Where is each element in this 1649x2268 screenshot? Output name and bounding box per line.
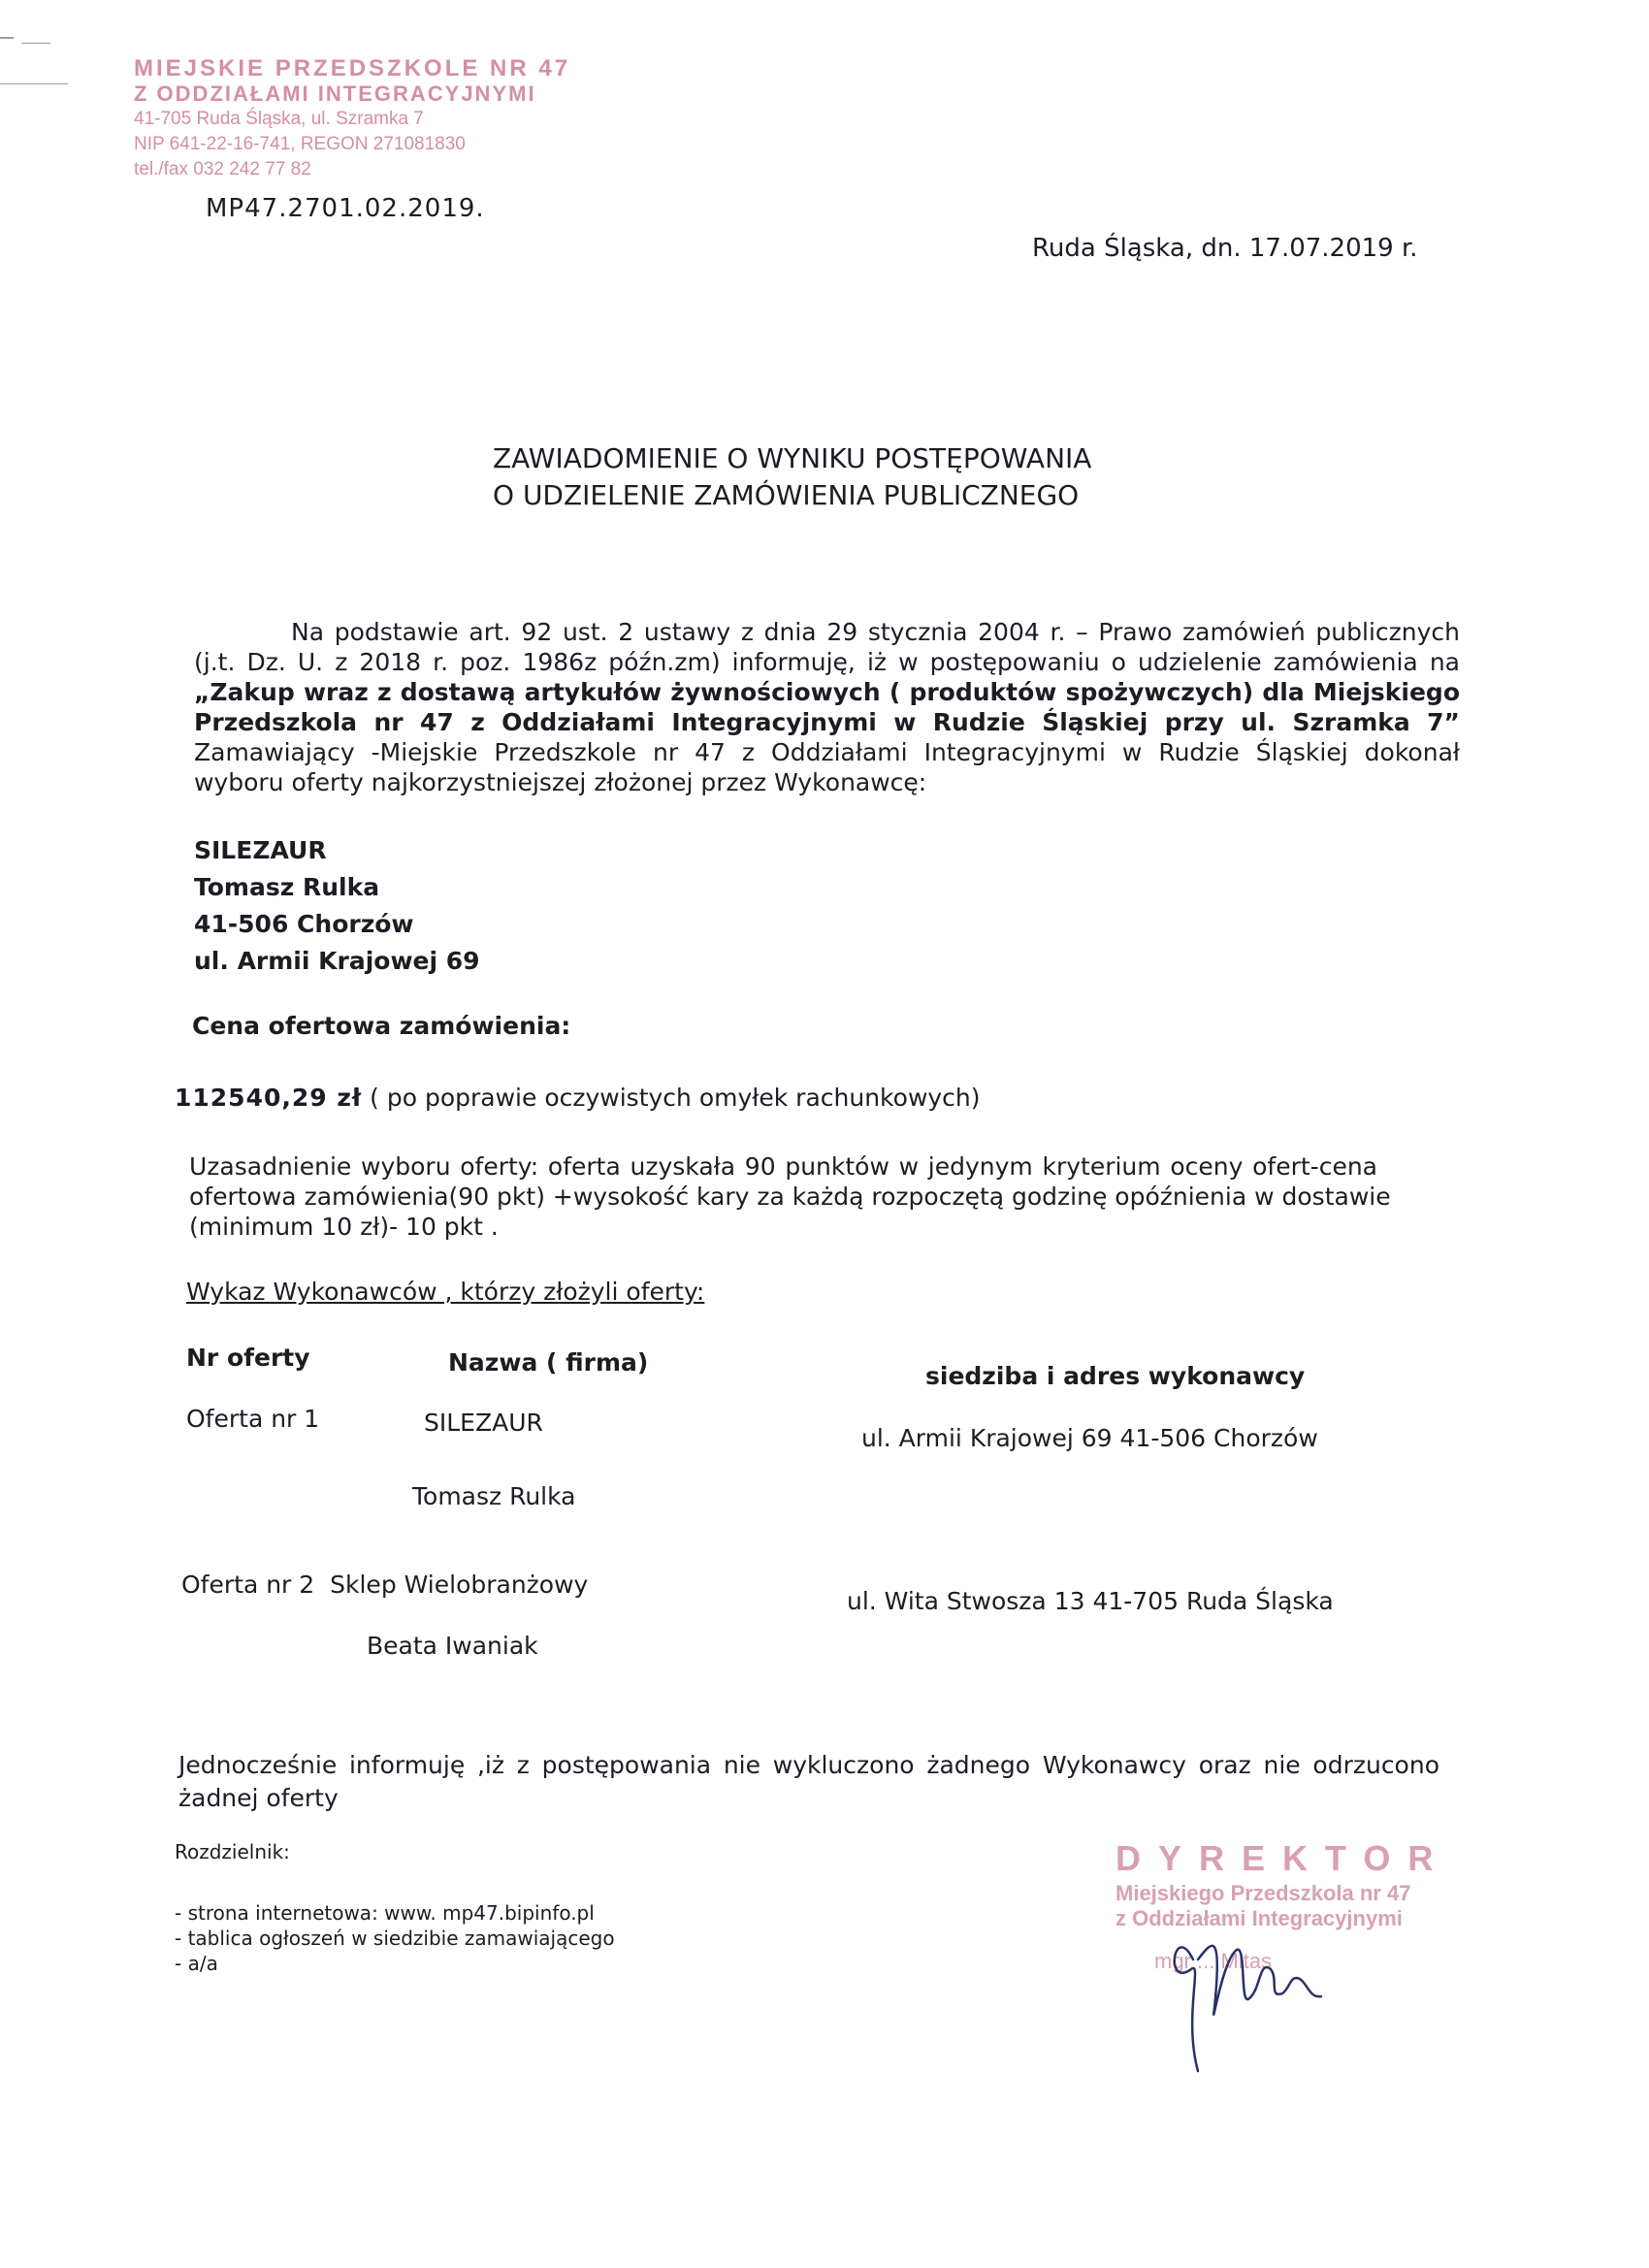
contractor-city: 41-506 Chorzów (194, 910, 414, 938)
director-stamp-line: z Oddziałami Integracyjnymi (1116, 1906, 1403, 1930)
offer-2-address: ul. Wita Stwosza 13 41-705 Ruda Śląska (847, 1587, 1334, 1615)
paragraph-line: „Zakup wraz z dostawą artykułów żywnościowych ( produktów spożywczych) dla Miejskiego (194, 678, 1460, 706)
paragraph-line: Przedszkola nr 47 z Oddziałami Integracyjnymi w Rudzie Śląskiej przy ul. Szramka 7” (194, 708, 1460, 736)
director-stamp-line: Miejskiego Przedszkola nr 47 (1116, 1881, 1411, 1905)
offer-1-address: ul. Armii Krajowej 69 41-506 Chorzów (861, 1424, 1318, 1452)
distribution-label: Rozdzielnik: (175, 1840, 290, 1863)
distribution-item: - a/a (175, 1952, 218, 1975)
header-offer-number: Nr oferty (186, 1344, 310, 1372)
justification-line: ofertowa zamówienia(90 pkt) +wysokość kary za każdą rozpoczętą godzinę opóźnienia w dostawie (189, 1183, 1391, 1211)
distribution-item: - tablica ogłoszeń w siedzibie zamawiającego (175, 1927, 615, 1950)
header-address: siedziba i adres wykonawcy (925, 1362, 1306, 1390)
price-line (175, 1084, 981, 1112)
offer-2-person: Beata Iwaniak (367, 1632, 538, 1660)
institution-stamp (134, 55, 571, 182)
place-and-date: Ruda Śląska, dn. 17.07.2019 r. (1032, 234, 1418, 263)
director-stamp-line: mgr ... Mitas (1154, 1949, 1273, 1973)
stamp-line: MIEJSKIE PRZEDSZKOLE NR 47 (134, 55, 571, 81)
stamp-line: tel./fax 032 242 77 82 (134, 159, 311, 179)
reference-number: MP47.2701.02.2019. (206, 194, 485, 223)
price-label: Cena ofertowa zamówienia: (192, 1012, 571, 1040)
stamp-line: 41-705 Ruda Śląska, ul. Szramka 7 (134, 109, 424, 129)
price-note: ( po poprawie oczywistych omyłek rachunkowych) (370, 1084, 981, 1112)
scan-artifact (0, 37, 14, 39)
contractor-person: Tomasz Rulka (194, 873, 380, 901)
distribution-item: - strona internetowa: www. mp47.bipinfo.pl (175, 1901, 595, 1925)
contractor-name: SILEZAUR (194, 836, 327, 864)
contractor-street: ul. Armii Krajowej 69 (194, 947, 480, 975)
paragraph-line: Zamawiający -Miejskie Przedszkole nr 47 z Oddziałami Integracyjnymi w Rudzie Śląskiej dokonał (194, 738, 1460, 766)
header-company-name: Nazwa ( firma) (448, 1348, 649, 1377)
stamp-line: NIP 641-22-16-741, REGON 271081830 (134, 134, 466, 154)
offer-1-number: Oferta nr 1 (186, 1405, 320, 1433)
notice-paragraph (194, 617, 1460, 797)
selected-contractor (194, 832, 480, 980)
scan-artifact (0, 83, 68, 84)
paragraph-line: wyboru oferty najkorzystniejszej złożonej przez Wykonawcę: (194, 768, 927, 796)
offer-2-name: Sklep Wielobranżowy (330, 1571, 589, 1599)
document-title-line1: ZAWIADOMIENIE O WYNIKU POSTĘPOWANIA (493, 442, 1092, 474)
offer-1-person: Tomasz Rulka (412, 1482, 576, 1510)
offers-list-title: Wykaz Wykonawców , którzy złożyli oferty: (186, 1278, 705, 1306)
offer-2-number-text: Oferta nr 2 (181, 1571, 315, 1599)
price-amount: 112540,29 zł (175, 1084, 363, 1112)
handwritten-signature (1154, 1901, 1348, 2076)
closing-paragraph (178, 1749, 1439, 1815)
stamp-line: Z ODDZIAŁAMI INTEGRACYJNYMI (134, 81, 536, 106)
closing-line: żadnej oferty (178, 1784, 339, 1812)
justification-line: Uzasadnienie wyboru oferty: oferta uzyskała 90 punktów w jedynym kryterium oceny ofert-cena (189, 1152, 1377, 1181)
scan-artifact (21, 43, 50, 44)
director-stamp-title: DYREKTOR (1116, 1838, 1451, 1878)
justification-line: (minimum 10 zł)- 10 pkt . (189, 1213, 499, 1241)
offer-1-name: SILEZAUR (424, 1409, 543, 1437)
document-title-line2: O UDZIELENIE ZAMÓWIENIA PUBLICZNEGO (493, 479, 1080, 511)
justification-paragraph (189, 1151, 1391, 1242)
offer-2-number (181, 1571, 588, 1599)
paragraph-line: Na podstawie art. 92 ust. 2 ustawy z dnia 29 stycznia 2004 r. – Prawo zamówień publicznych (291, 618, 1460, 646)
paragraph-line: (j.t. Dz. U. z 2018 r. poz. 1986z późn.zm) informuję, iż w postępowaniu o udzielenie zamówienia na (194, 648, 1460, 676)
closing-line: Jednocześnie informuję ,iż z postępowania nie wykluczono żadnego Wykonawcy oraz nie odrzucono (178, 1751, 1439, 1779)
